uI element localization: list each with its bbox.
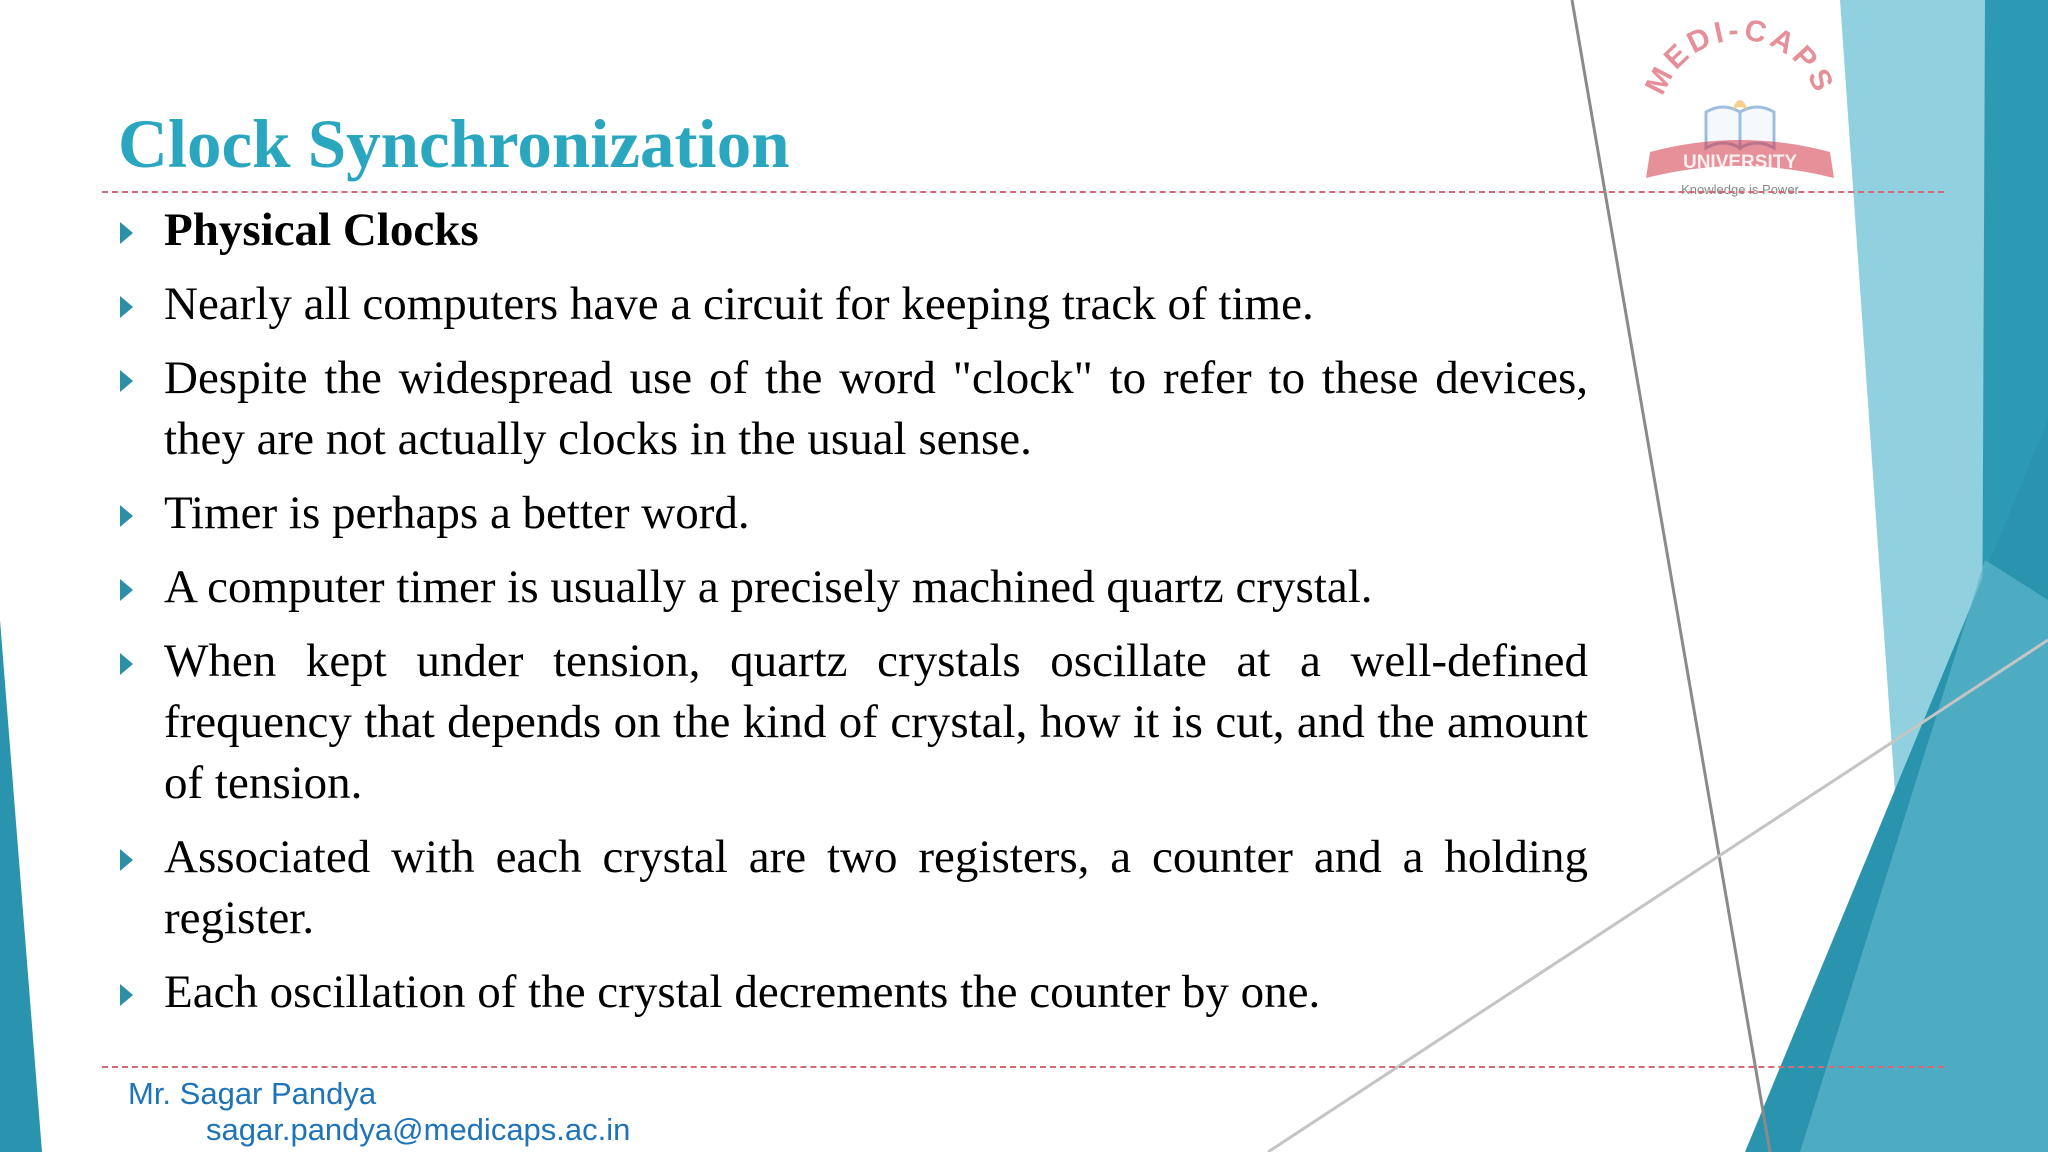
bullet-item [118,348,1588,470]
logo-tagline: Knowledge is Power [1681,182,1799,197]
bullet-item [118,631,1588,814]
bullet-item [118,827,1588,949]
bullet-text: Nearly all computers have a circuit for keeping track of time. [164,278,1314,330]
bullet-arrow-icon [120,222,133,244]
bullet-text: Physical Clocks [164,204,479,256]
bullet-arrow-icon [120,984,133,1006]
footer-author-email: sagar.pandya@medicaps.ac.in [206,1112,631,1147]
bullet-item [118,200,1588,261]
university-logo [1620,20,1860,200]
bullet-arrow-icon [120,579,133,601]
logo-banner-text: UNIVERSITY [1682,152,1798,173]
bullet-text: A computer timer is usually a precisely machined quartz crystal. [164,561,1373,613]
top-divider [102,191,1944,193]
bullet-arrow-icon [120,370,133,392]
footer-author-name: Mr. Sagar Pandya [128,1076,377,1111]
left-teal-strip [0,620,42,1152]
slide-title: Clock Synchronization [118,106,790,182]
bullet-item [118,557,1588,618]
bullet-list [118,200,1588,1036]
bullet-arrow-icon [120,505,133,527]
bullet-item [118,962,1588,1023]
bottom-divider [102,1066,1944,1068]
bullet-text: Timer is perhaps a better word. [164,487,750,539]
logo-arc-text: MEDI-CAPS [1638,20,1841,100]
bullet-text: Each oscillation of the crystal decrements the counter by one. [164,966,1321,1018]
bullet-text: Despite the widespread use of the word "clock" to refer to these devices, they are not actually clocks in the usual sense. [164,352,1588,465]
bullet-item [118,483,1588,544]
bullet-arrow-icon [120,653,133,675]
bullet-arrow-icon [120,849,133,871]
bullet-item [118,274,1588,335]
bullet-text: When kept under tension, quartz crystals oscillate at a well-defined frequency that depends on the kind of crystal, how it is cut, and the amount of tension. [164,635,1588,809]
bullet-arrow-icon [120,296,133,318]
bullet-text: Associated with each crystal are two registers, a counter and a holding register. [164,831,1588,944]
